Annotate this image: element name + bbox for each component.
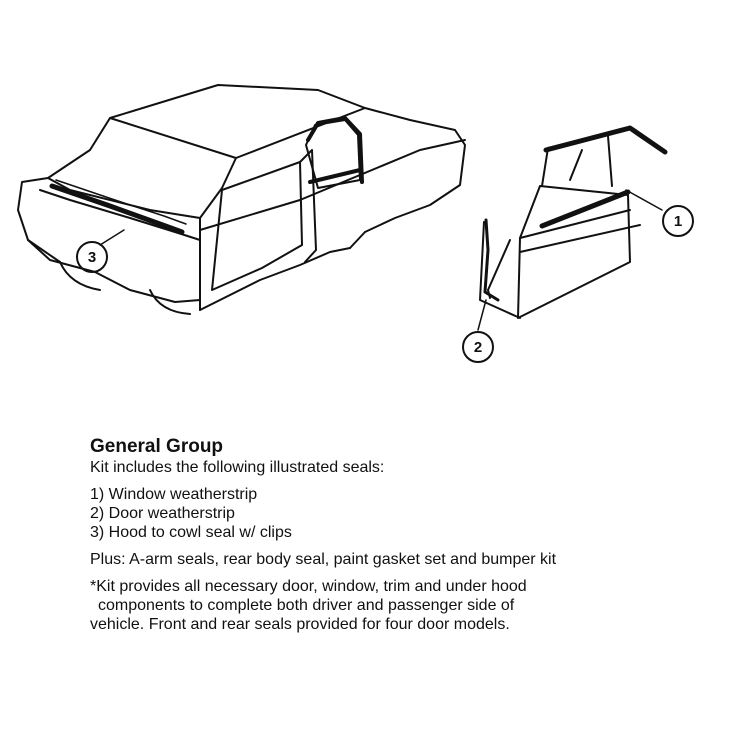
caption-title: General Group: [90, 436, 224, 457]
caption-intro: Kit includes the following illustrated seals:: [90, 459, 385, 476]
door-weatherstrip: [485, 220, 498, 300]
seal-list-item: 3) Hood to cowl seal w/ clips: [90, 524, 292, 541]
caption-plus: Plus: A-arm seals, rear body seal, paint gasket set and bumper kit: [90, 551, 557, 568]
seal-list-item: 2) Door weatherstrip: [90, 505, 235, 522]
door-detail-drawing: [480, 128, 665, 318]
caption-note-line: vehicle. Front and rear seals provided for four door models.: [90, 616, 510, 633]
caption-note-line: *Kit provides all necessary door, window, trim and under hood: [90, 578, 527, 595]
callout-label-3: 3: [87, 249, 97, 266]
seal-list-item: 1) Window weatherstrip: [90, 486, 258, 503]
door-window-weatherstrip: [542, 128, 665, 226]
car-window-weatherstrip: [308, 118, 362, 182]
callout-label-1: 1: [673, 213, 683, 230]
kit-description: [90, 436, 730, 634]
caption-note-line: components to complete both driver and passenger side of: [98, 597, 515, 614]
hood-cowl-seal: [52, 180, 186, 232]
callout-label-2: 2: [473, 339, 483, 356]
